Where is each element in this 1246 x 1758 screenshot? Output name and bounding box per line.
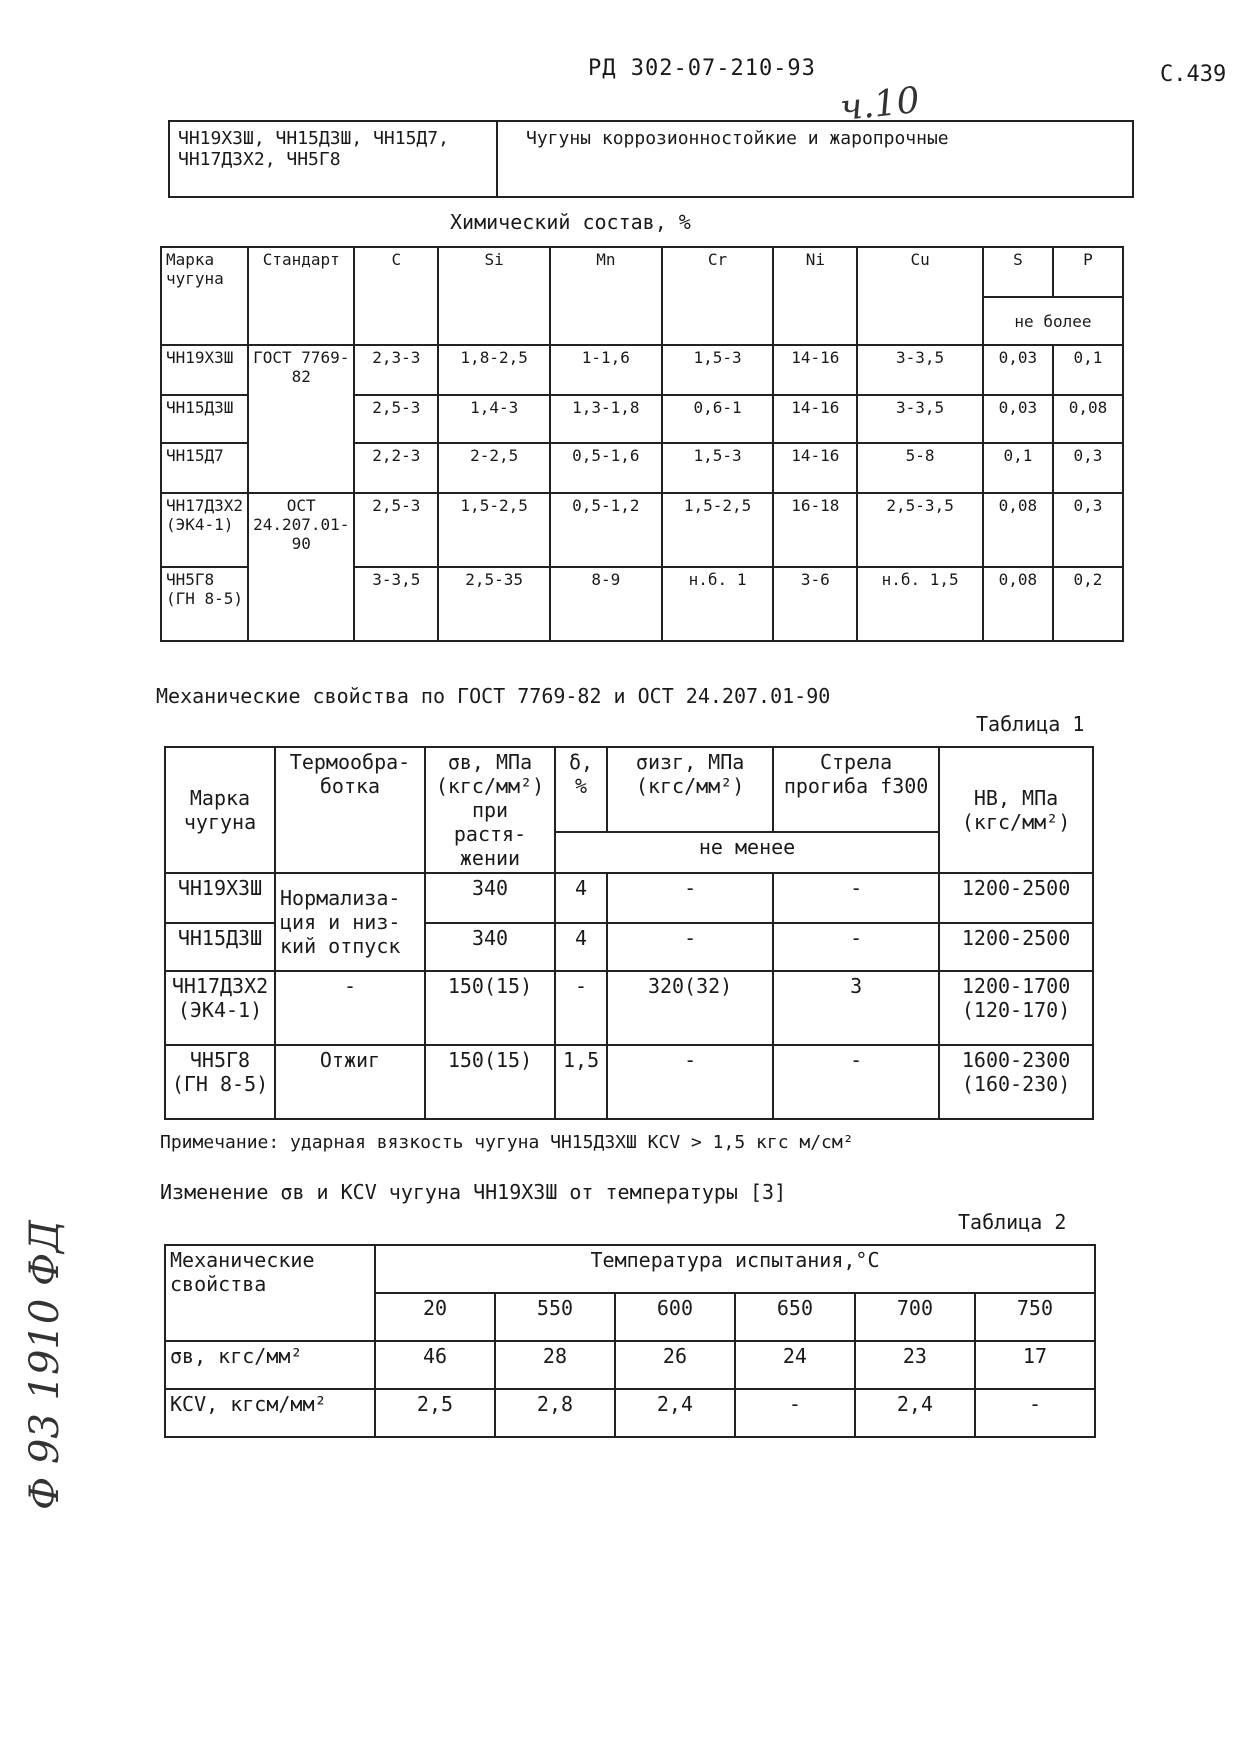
table-row: ЧН17Д3Х2 (ЭК4-1) - 150(15) - 320(32) 3 1200-1700 (120-170) [165,971,1093,1045]
mech-min-subheader: не менее [555,832,939,873]
standard-gost: ГОСТ 7769-82 [248,345,354,493]
table-row: ЧН5Г8 (ГН 8-5) Отжиг 150(15) 1,5 - - 1600-2300 (160-230) [165,1045,1093,1119]
title-description: Чугуны коррозионностойкие и жаропрочные [497,121,1133,197]
col-ni: Ni [773,247,857,345]
col-grade: Марка чугуна [161,247,248,345]
table-row: ЧН15Д3Ш 2,5-3 1,4-3 1,3-1,8 0,6-1 14-16 3-3,5 0,03 0,08 [161,395,1123,443]
mech-table-label: Таблица 1 [976,712,1085,736]
col-standard: Стандарт [248,247,354,345]
table-row: ЧН19Х3Ш ГОСТ 7769-82 2,3-3 1,8-2,5 1-1,6 1,5-3 14-16 3-3,5 0,03 0,1 [161,345,1123,395]
chemistry-caption: Химический состав, % [450,210,691,234]
mech-col-grade: Марка чугуна [165,747,275,873]
mech-col-hb: НВ, МПа (кгс/мм²) [939,747,1093,873]
handwritten-mark-side: Ф 93 1910 ФД [22,1220,68,1510]
table-row: ЧН15Д7 2,2-3 2-2,5 0,5-1,6 1,5-3 14-16 5-8 0,1 0,3 [161,443,1123,493]
col-cr: Cr [662,247,774,345]
mech-col-sigma: σв, МПа (кгс/мм²) при растя-жении [425,747,555,873]
table-row: ЧН19Х3Ш Нормализа-ция и низ-кий отпуск 340 4 - - 1200-2500 [165,873,1093,923]
col-si: Si [438,247,550,345]
mech-col-delta: δ, % [555,747,607,832]
temp-col-property: Механические свойства [165,1245,375,1341]
mech-col-deflection: Стрела прогиба f300 [773,747,939,832]
mech-note: Примечание: ударная вязкость чугуна ЧН15Д3ХШ KCV > 1,5 кгс м/см² [160,1132,854,1153]
col-p: P [1053,247,1123,297]
table-row: ЧН15Д3Ш 340 4 - - 1200-2500 [165,923,1093,971]
handwritten-mark-top: ч.10 [838,79,922,130]
mech-treatment-merged: Нормализа-ция и низ-кий отпуск [275,873,425,971]
temp-table: Механические свойства Температура испытания,°С 20 550 600 650 700 750 σв, кгс/мм² 46 28 26 24 23 17 KCV, кгсм/мм² 2,5 2,8 2,4 - 2,4 - [164,1244,1096,1438]
table-row: ЧН17Д3Х2 (ЭК4-1) ОСТ 24.207.01-90 2,5-3 1,5-2,5 0,5-1,2 1,5-2,5 16-18 2,5-3,5 0,08 0,3 [161,493,1123,567]
mech-caption: Механические свойства по ГОСТ 7769-82 и ОСТ 24.207.01-90 [156,684,831,708]
mech-table [164,746,1094,1120]
col-cu: Cu [857,247,983,345]
col-c: C [354,247,438,345]
col-s: S [983,247,1053,297]
table-row: ЧН5Г8 (ГН 8-5) 3-3,5 2,5-35 8-9 н.б. 1 3-6 н.б. 1,5 0,08 0,2 [161,567,1123,641]
mech-col-bend: σизг, МПа (кгс/мм²) [607,747,773,832]
table-row: σв, кгс/мм² 46 28 26 24 23 17 [165,1341,1095,1389]
document-code: РД 302-07-210-93 [588,56,816,81]
col-mn: Mn [550,247,662,345]
temp-caption: Изменение σв и KCV чугуна ЧН19Х3Ш от температуры [3] [160,1180,787,1204]
chemistry-table [160,246,1124,642]
title-grades: ЧН19Х3Ш, ЧН15Д3Ш, ЧН15Д7, ЧН17Д3Х2, ЧН5Г8 [169,121,497,197]
max-subheader: не более [983,297,1123,345]
page-number: С.439 [1160,62,1227,87]
standard-ost: ОСТ 24.207.01-90 [248,493,354,641]
title-box [168,120,1134,198]
temp-table-label: Таблица 2 [958,1210,1067,1234]
mech-col-treatment: Термообра-ботка [275,747,425,873]
temp-col-temperature: Температура испытания,°С [375,1245,1095,1293]
table-row: KCV, кгсм/мм² 2,5 2,8 2,4 - 2,4 - [165,1389,1095,1437]
